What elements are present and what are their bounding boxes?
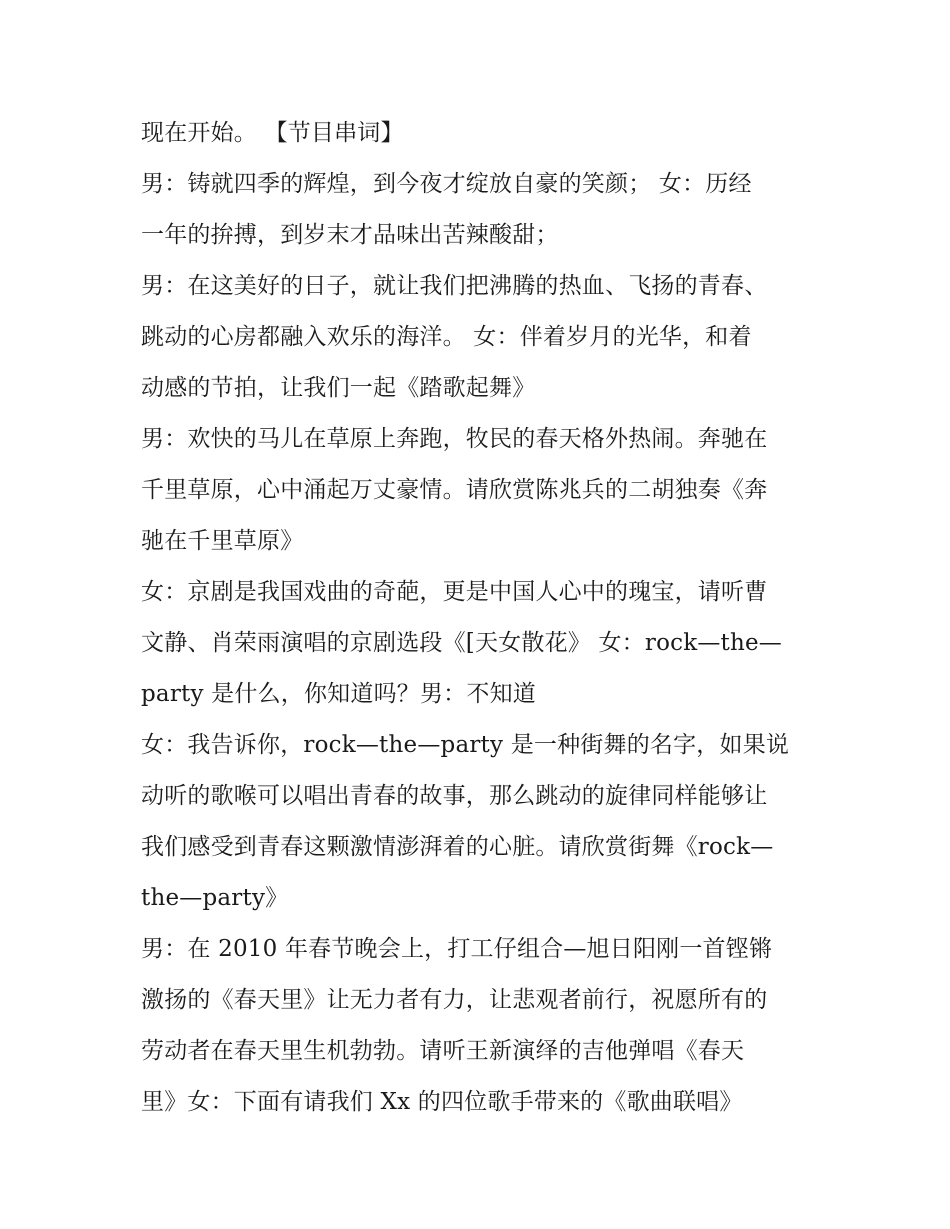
text-line: 动感的节拍，让我们一起《踏歌起舞》 xyxy=(141,375,536,401)
text-line: 动听的歌喉可以唱出青春的故事，那么跳动的旋律同样能够让 xyxy=(141,783,768,809)
text-line: the—party》 xyxy=(141,885,289,911)
text-line: 驰在千里草原》 xyxy=(141,528,304,554)
text-line: 里》女：下面有请我们 Xx 的四位歌手带来的《歌曲联唱》 xyxy=(141,1089,743,1115)
text-line: 男：铸就四季的辉煌，到今夜才绽放自豪的笑颜； 女：历经 xyxy=(141,171,752,197)
text-line: party 是什么，你知道吗？男：不知道 xyxy=(141,681,536,707)
text-line: 一年的拚搏，到岁末才品味出苦辣酸甜； xyxy=(141,222,559,248)
text-line: 我们感受到青春这颗激情澎湃着的心脏。请欣赏街舞《rock— xyxy=(141,834,774,860)
text-line: 文静、肖荣雨演唱的京剧选段《[天女散花》 女：rock—the— xyxy=(141,630,783,656)
text-line: 女：京剧是我国戏曲的奇葩，更是中国人心中的瑰宝，请听曹 xyxy=(141,579,768,605)
text-line: 跳动的心房都融入欢乐的海洋。 女：伴着岁月的光华，和着 xyxy=(141,324,752,350)
text-line: 千里草原，心中涌起万丈豪情。请欣赏陈兆兵的二胡独奏《奔 xyxy=(141,477,768,503)
text-line: 男：欢快的马儿在草原上奔跑，牧民的春天格外热闹。奔驰在 xyxy=(141,426,768,452)
document-body xyxy=(141,108,821,1128)
text-line: 男：在 2010 年春节晚会上，打工仔组合—旭日阳刚一首铿锵 xyxy=(141,936,773,962)
text-line: 激扬的《春天里》让无力者有力，让悲观者前行，祝愿所有的 xyxy=(141,987,768,1013)
text-line: 现在开始。 【节目串词】 xyxy=(141,120,404,146)
text-line: 劳动者在春天里生机勃勃。请听王新演绎的吉他弹唱《春天 xyxy=(141,1038,745,1064)
text-line: 男：在这美好的日子，就让我们把沸腾的热血、飞扬的青春、 xyxy=(141,273,768,299)
text-line: 女：我告诉你，rock—the—party 是一种街舞的名字，如果说 xyxy=(141,732,790,758)
